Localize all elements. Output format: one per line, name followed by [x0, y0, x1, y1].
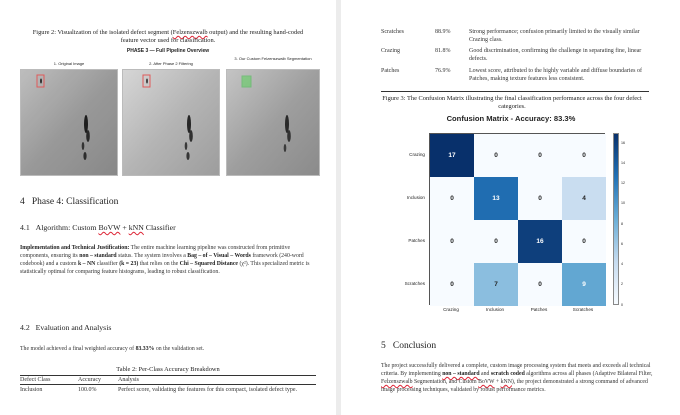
- paragraph-text: +: [494, 379, 501, 385]
- heading-term: kNN: [128, 223, 144, 232]
- column-header: Analysis: [118, 376, 316, 385]
- matrix-cell: 4: [562, 177, 606, 220]
- paragraph-text: status. The system involves a: [116, 253, 188, 259]
- paragraph-lead: Implementation and Technical Justification:: [20, 245, 130, 251]
- bold-term: 83.33%: [135, 346, 155, 352]
- class-cell: Inclusion: [20, 387, 43, 393]
- section-number: 5: [381, 341, 386, 351]
- accuracy-table: [20, 375, 316, 395]
- term: BoVW: [478, 379, 495, 385]
- accuracy-paragraph: [20, 345, 318, 353]
- column-label: Patches: [530, 307, 548, 312]
- paragraph-text: classifier: [95, 261, 120, 267]
- term: Felzenszwalb: [381, 379, 413, 385]
- paragraph-text: that relies on the: [138, 261, 180, 267]
- row-label: Crazing: [409, 151, 425, 157]
- term: kNN: [500, 379, 512, 385]
- matrix-cell: 0: [430, 177, 474, 220]
- bold-term: non – standard: [79, 253, 117, 259]
- caption-term: Felzenszwalb: [172, 29, 208, 36]
- section-number: 4.1: [20, 223, 30, 232]
- filtered-image: [122, 69, 220, 176]
- accuracy-cell: 81.8%: [435, 48, 451, 54]
- paragraph-text: on the validation set.: [154, 346, 205, 352]
- heading-term: BoVW: [98, 223, 121, 232]
- bold-term: scratch coded: [490, 371, 525, 377]
- colorbar-tick: 16: [621, 140, 625, 145]
- colorbar-tick: 0: [621, 302, 623, 307]
- analysis-cell: Good discrimination, confirming the challenge in separating fine, linear defects.: [469, 48, 642, 62]
- table-2-caption: Table 2: Per-Class Accuracy Breakdown: [116, 366, 220, 373]
- matrix-cell: 9: [562, 263, 606, 306]
- matrix-cell: 0: [562, 134, 606, 177]
- colorbar-tick: 12: [621, 181, 625, 186]
- analysis-cell: Strong performance; confusion primarily limited to the visually similar Crazing class.: [469, 29, 640, 43]
- bold-term: Bag – of – Visual – Words: [187, 253, 251, 259]
- chart-title: Confusion Matrix - Accuracy: 83.3%: [446, 114, 576, 123]
- accuracy-cell: 100.0%: [78, 387, 97, 393]
- table-header-row: [20, 376, 316, 385]
- accuracy-cell: 88.9%: [435, 29, 451, 35]
- matrix-cell: 0: [518, 177, 562, 220]
- paragraph-text: Segmentation, and Custom: [412, 379, 479, 385]
- column-labels: [429, 306, 605, 316]
- matrix-cell: 0: [474, 220, 518, 263]
- row-label: Scratches: [404, 280, 425, 286]
- section-title: Conclusion: [392, 341, 437, 351]
- column-label: Crazing: [443, 307, 459, 312]
- class-cell: Scratches: [381, 29, 404, 35]
- row-label: Patches: [408, 237, 425, 243]
- paragraph-text: The project successfully delivered a complete, custom image processing system that meets and exceeds all technical criteria. By implementing: [381, 363, 651, 377]
- colorbar-tick: 6: [621, 241, 623, 246]
- matrix-cell: 0: [562, 220, 606, 263]
- confusion-matrix-chart: [391, 111, 631, 319]
- paragraph-text: (χ²). This specialized metric is statistically optimal for comparing feature histograms, leading to robust classification.: [20, 261, 310, 275]
- class-cell: Patches: [381, 68, 400, 74]
- caption-text: Figure 2: Visualization of the isolated defect segment (: [32, 29, 173, 36]
- pipeline-title: PHASE 3 — Full Pipeline Overview: [126, 48, 210, 54]
- implementation-paragraph: [20, 244, 318, 276]
- matrix-cell: 13: [474, 177, 518, 220]
- matrix-cell: 0: [430, 263, 474, 306]
- analysis-cell: Lowest score, attributed to the highly variable and diffuse boundaries of Patches, making texture features less consistent.: [469, 68, 643, 82]
- matrix-cell: 0: [430, 220, 474, 263]
- paragraph-text: algorithms across all phases (Adaptive Bilateral Filter,: [524, 371, 653, 377]
- colorbar-tick: 8: [621, 221, 623, 226]
- bold-term: non – standard: [442, 371, 480, 377]
- document-page-left: [0, 0, 336, 415]
- heading-text: Algorithm: Custom: [35, 223, 99, 232]
- matrix-cell: 0: [474, 134, 518, 177]
- paragraph-text: framework (240-word codebook) and a custom: [20, 253, 304, 267]
- matrix-cell: 16: [518, 220, 562, 263]
- bold-term: k – NN: [77, 261, 96, 267]
- segmentation-image: [226, 69, 320, 176]
- colorbar-tick: 2: [621, 282, 623, 287]
- column-label: Scratches: [572, 307, 594, 312]
- class-cell: Crazing: [381, 48, 400, 54]
- column-header: Accuracy: [78, 376, 118, 385]
- matrix-cell: 7: [474, 263, 518, 306]
- row-labels: [391, 133, 427, 305]
- panel-1-label: 1. Original Image: [53, 61, 85, 66]
- bold-term: (k = 23): [119, 261, 139, 267]
- row-label: Inclusion: [406, 194, 425, 200]
- table-row: [20, 385, 316, 396]
- paragraph-text: ), the project demonstrated a strong command of advanced image processing techniques, validated by robust performance metrics.: [381, 379, 648, 393]
- colorbar-tick: 10: [621, 201, 625, 206]
- paragraph-text: The entire machine learning pipeline was constructed from primitive components, ensuring its: [20, 245, 291, 259]
- panel-3-label: 3. Our Custom Felzenszwalb Segmentation: [234, 56, 312, 61]
- figure-2-caption: [28, 29, 308, 45]
- matrix-cell: 0: [518, 134, 562, 177]
- matrix-grid: [429, 133, 605, 305]
- colorbar-tick: 4: [621, 262, 623, 267]
- bold-term: Chi – Squared Distance: [179, 261, 239, 267]
- column-label: Inclusion: [485, 307, 505, 312]
- conclusion-paragraph: [381, 362, 653, 394]
- heading-text: +: [120, 223, 129, 232]
- section-number: 4: [20, 197, 25, 207]
- table-bottom-rule: [381, 91, 649, 92]
- caption-text: output) and the resulting hand-coded feature vector used for classification.: [120, 29, 304, 44]
- colorbar-ticks: [621, 133, 633, 305]
- accuracy-cell: 76.9%: [435, 68, 451, 74]
- matrix-cell: 17: [430, 134, 474, 177]
- segment-box: [242, 76, 251, 87]
- section-4-1-heading: [20, 223, 176, 232]
- section-title: Phase 4: Classification: [31, 197, 119, 207]
- section-4-heading: [20, 197, 118, 207]
- section-5-heading: [381, 341, 436, 351]
- colorbar-tick: 14: [621, 160, 625, 165]
- paragraph-text: and: [479, 371, 491, 377]
- column-header: Defect Class: [20, 376, 78, 385]
- analysis-cell: Perfect score, validating the features for this compact, isolated defect type.: [118, 387, 298, 393]
- matrix-cell: 0: [518, 263, 562, 306]
- section-number: 4.2: [20, 323, 30, 332]
- paragraph-text: The model achieved a final weighted accuracy of: [20, 346, 136, 352]
- figure-3-caption: Figure 3: The Confusion Matrix illustrating the final classification performance across the four defect categories.: [382, 95, 642, 110]
- colorbar: [613, 133, 619, 305]
- original-image: [20, 69, 118, 176]
- heading-text: Classifier: [143, 223, 176, 232]
- panel-2-label: 2. After Phase 2 Filtering: [149, 61, 193, 66]
- section-4-2-heading: [20, 323, 111, 332]
- section-title: Evaluation and Analysis: [35, 323, 112, 332]
- document-page-right: [341, 0, 680, 415]
